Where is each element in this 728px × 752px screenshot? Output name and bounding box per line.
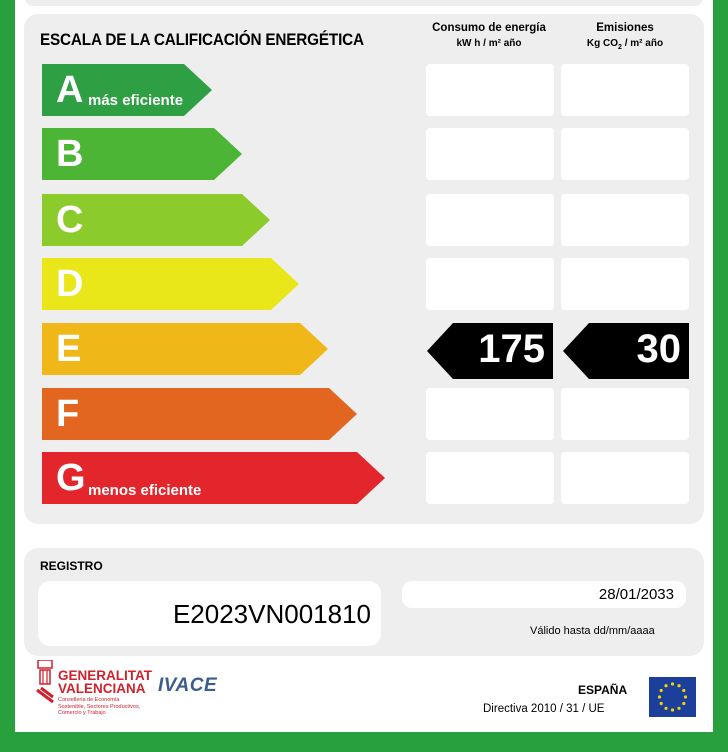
emisiones-cell-g [561, 452, 689, 504]
consumo-value: 175 [478, 327, 545, 371]
gva-emblem-icon [35, 660, 55, 706]
emisiones-cell-f [561, 388, 689, 440]
gva-name: GENERALITAT VALENCIANA [58, 668, 152, 696]
emisiones-cell-a [561, 64, 689, 116]
band-a [42, 64, 212, 116]
validity-date-box [402, 581, 686, 608]
consumo-cell-d [426, 258, 554, 310]
emisiones-unit: Kg $CO_2 / m^2$ año [586, 38, 664, 51]
band-letter-e: E [56, 328, 82, 370]
band-arrow-f [42, 388, 357, 440]
band-c [42, 194, 270, 246]
directive-label: Directiva 2010 / 31 / UE [483, 703, 605, 715]
validity-date: 28/01/2033 [598, 586, 674, 603]
band-letter-g: G [56, 457, 86, 499]
band-sub-g: menos eficiente [88, 482, 202, 499]
emisiones-cell-d [561, 258, 689, 310]
band-e [42, 323, 328, 375]
consumo-unit: kW h / m² año [456, 38, 522, 49]
emisiones-header [560, 22, 690, 51]
ivace-logo: IVACE [158, 675, 218, 696]
band-sub-a: más eficiente [88, 92, 184, 109]
registro-label: REGISTRO [40, 559, 103, 573]
consumo-cell-a [426, 64, 554, 116]
consumo-cell-b [426, 128, 554, 180]
consumo-cell-c [426, 194, 554, 246]
band-letter-d: D [56, 263, 84, 305]
top-panel-edge [24, 0, 704, 6]
consumo-title: Consumo de energía [432, 22, 546, 34]
band-f [42, 388, 357, 440]
emisiones-title: Emisiones [596, 22, 654, 34]
country-label: ESPAÑA [578, 683, 628, 697]
band-b [42, 128, 242, 180]
consumo-value-arrow [427, 323, 553, 379]
gva-conselleria: Conselleria de Economía Sostenible, Sectores Productivos, Comercio y Trabajo [58, 697, 141, 716]
emisiones-cell-b [561, 128, 689, 180]
registro-number: E2023VN001810 [172, 599, 371, 629]
emisiones-value: 30 [636, 327, 681, 371]
consumo-cell-g [426, 452, 554, 504]
band-letter-c: C [56, 199, 84, 241]
band-letter-b: B [56, 133, 84, 175]
band-d [42, 258, 299, 310]
band-g [42, 452, 385, 504]
band-arrow-e [42, 323, 328, 375]
scale-title: ESCALA DE LA CALIFICACIÓN ENERGÉTICA [40, 30, 364, 49]
validity-label: Válido hasta dd/mm/aaaa [530, 625, 655, 637]
eu-flag-icon [649, 677, 696, 717]
consumo-cell-f [426, 388, 554, 440]
emisiones-value-arrow [563, 323, 689, 379]
band-letter-a: A [56, 69, 84, 111]
band-letter-f: F [56, 393, 80, 435]
registro-number-box [38, 581, 381, 646]
emisiones-cell-c [561, 194, 689, 246]
consumo-header [424, 22, 554, 49]
